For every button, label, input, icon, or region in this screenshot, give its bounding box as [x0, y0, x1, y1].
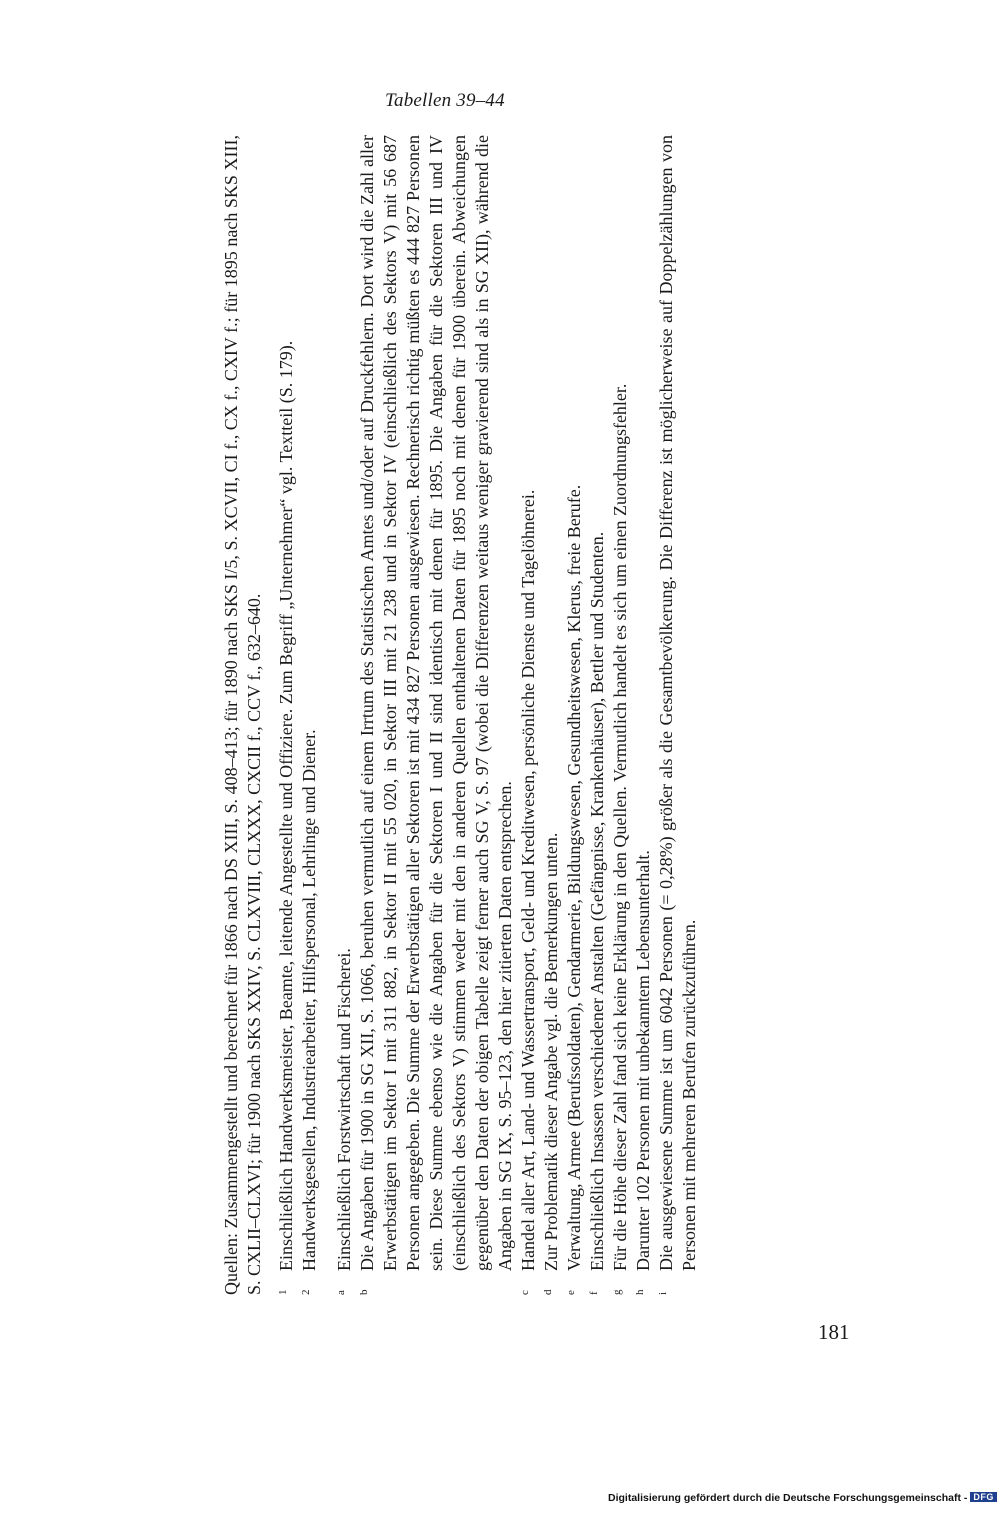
digitization-credit [608, 1492, 997, 1504]
footnote-marker: a [335, 1290, 347, 1295]
numbered-notes [275, 135, 321, 1295]
footnote-marker: e [565, 1290, 577, 1295]
lettered-notes [333, 135, 701, 1295]
footnote-text: Handel aller Art, Land- und Wassertransport, Geld- und Kreditwesen, persönliche Dienste und Tagelöhnerei. [518, 489, 538, 1271]
footnote-i [655, 135, 701, 1295]
footnote-marker: g [611, 1289, 623, 1295]
sources-note: Quellen: Zusammengestellt und berechnet für 1866 nach DS XIII, S. 408–413; für 1890 nach SKS I/5, S. XCVII, CI f., CX f., CXIV f.; für 1895 nach SKS XIII, S. CXLII–CLXVI; für 1900 nach SKS XXIV, S. CLXVIII, CLXXX, CXCII f., CCV f., 632–640. [221, 135, 264, 1295]
footnote-marker: i [657, 1291, 669, 1295]
footnote-marker: 2 [300, 1289, 312, 1295]
footnote-marker: 1 [277, 1289, 289, 1295]
footnote-text: Einschließlich Forstwirtschaft und Fischerei. [334, 948, 354, 1271]
footnote-text: Die ausgewiesene Summe ist um 6042 Personen (= 0,28%) größer als die Gesamtbevölkerung. Die Differenz ist möglicherweise auf Doppelzählungen von Personen mit mehreren Berufen zurückzuführen. [656, 135, 699, 1271]
dfg-logo: DFG [970, 1492, 997, 1502]
footnote-c [517, 135, 540, 1295]
footnote-text: Einschließlich Insassen verschiedener Anstalten (Gefängnisse, Krankenhäuser), Bettler und Studenten. [587, 531, 607, 1271]
footnote-marker: b [358, 1289, 370, 1295]
footnote-marker: h [634, 1289, 646, 1295]
footnote-text: Zur Problematik dieser Angabe vgl. die Bemerkungen unten. [541, 832, 561, 1271]
footnote-text: Verwaltung, Armee (Berufssoldaten), Gendarmerie, Bildungswesen, Gesundheitswesen, Klerus, freie Berufe. [564, 484, 584, 1271]
footnote-text: Darunter 102 Personen mit unbekanntem Lebensunterhalt. [633, 850, 653, 1271]
footnote-f [586, 135, 609, 1295]
footnote-text: Handwerksgesellen, Industriearbeiter, Hilfspersonal, Lehrlinge und Diener. [299, 729, 319, 1271]
footnote-a [333, 135, 356, 1295]
running-header: Tabellen 39–44 [385, 90, 505, 111]
footnote-text: Die Angaben für 1900 in SG XII, S. 1066, beruhen vermutlich auf einem Irrtum des Statistischen Amtes und/oder auf Druckfehlern. Dort wird die Zahl aller Erwerbstätigen im Sektor I mit 311 882, in Sektor II mit 55 020, in Sektor III mit 21 238 und in Sektor IV (einschließlich des Sektors V) mit 56 687 Personen angegeben. Die Summe der Erwerbstätigen aller Sektoren ist mit 434 827 Personen ausgewiesen. Rechnerisch richtig müßten es 444 827 Personen sein. Diese Summe ebenso wie die Angaben für die Sektoren I und II sind identisch mit denen für 1895. Die Angaben für die Sektoren III und IV (einschließlich des Sektors V) stimmen weder mit den in anderen Quellen enthaltenen Daten für 1895 noch mit denen für 1900 überein. Abweichungen gegenüber den Daten der obigen Tabelle zeigt ferner auch SG V, S. 97 (wobei die Differenzen weitaus weniger gravierend sind als in SG XII), während die Angaben in SG IX, S. 95–123, den hier zitierten Daten entsprechen. [357, 135, 515, 1271]
credit-text: Digitalisierung gefördert durch die Deutsche Forschungsgemeinschaft - [608, 1492, 968, 1504]
footnote-2 [298, 135, 321, 1295]
notes-spacer [321, 135, 333, 1295]
rotated-notes-block [220, 135, 740, 1295]
footnote-h [632, 135, 655, 1295]
footnote-text: Für die Höhe dieser Zahl fand sich keine Erklärung in den Quellen. Vermutlich handelt es sich um einen Zuordnungsfehler. [610, 383, 630, 1271]
page-number: 181 [818, 1320, 850, 1344]
footnote-g [609, 135, 632, 1295]
footnote-b [356, 135, 517, 1295]
footnote-1 [275, 135, 298, 1295]
footnote-marker: c [519, 1290, 531, 1295]
footnote-text: Einschließlich Handwerksmeister, Beamte, leitende Angestellte und Offiziere. Zum Begriff „Unternehmer“ vgl. Textteil (S. 179). [276, 340, 296, 1271]
footnote-marker: d [542, 1289, 554, 1295]
footnote-d [540, 135, 563, 1295]
footnote-marker: f [588, 1291, 600, 1295]
footnote-e [563, 135, 586, 1295]
